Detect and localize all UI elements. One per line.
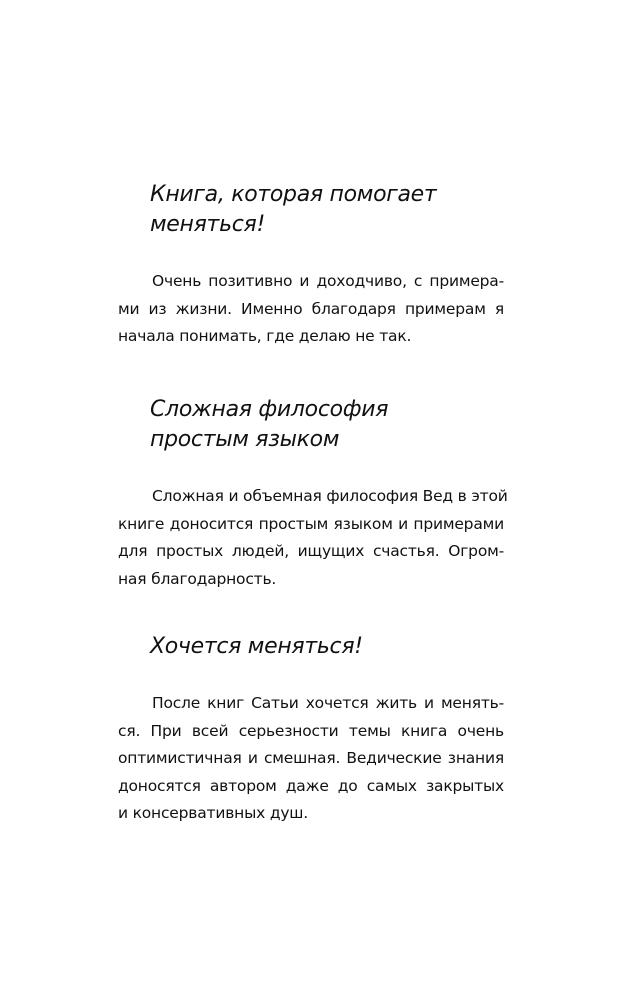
review-text-line: Сложная и объемная философия Вед в этой — [152, 487, 508, 505]
review-text-line: и консервативных душ. — [118, 804, 309, 822]
review-1 — [118, 180, 504, 351]
review-title-line: Книга, которая помогает — [150, 182, 437, 207]
review-text-line: для простых людей, ищущих счастья. Огром- — [118, 542, 504, 560]
review-text-line: оптимистичная и смешная. Ведические знания — [118, 749, 504, 767]
review-text-line: ся. При всей серьезности темы книга очень — [118, 721, 504, 740]
review-text-line: Очень позитивно и доходчиво, с примера- — [152, 272, 504, 290]
review-text-line: книге доносится простым языком и примерами — [118, 514, 504, 533]
review-title — [118, 395, 504, 455]
review-title-line: Хочется меняться! — [150, 634, 363, 659]
review-text-line: начала понимать, где делаю не так. — [118, 327, 412, 345]
review-text — [118, 268, 504, 351]
review-title-line: меняться! — [150, 212, 265, 237]
review-text — [118, 483, 508, 593]
review-title-line: Сложная философия — [150, 397, 389, 422]
review-text-line: ми из жизни. Именно благодаря примерам я — [118, 299, 504, 318]
review-title — [118, 180, 504, 240]
review-text-line: ная благодарность. — [118, 569, 277, 588]
review-text — [118, 690, 504, 828]
review-2 — [118, 395, 508, 593]
review-text-line: После книг Сатьи хочется жить и менять- — [152, 694, 504, 712]
review-title — [118, 632, 504, 662]
review-title-line: простым языком — [150, 427, 340, 452]
review-3 — [118, 632, 504, 828]
review-text-line: доносятся автором даже до самых закрытых — [118, 776, 504, 795]
